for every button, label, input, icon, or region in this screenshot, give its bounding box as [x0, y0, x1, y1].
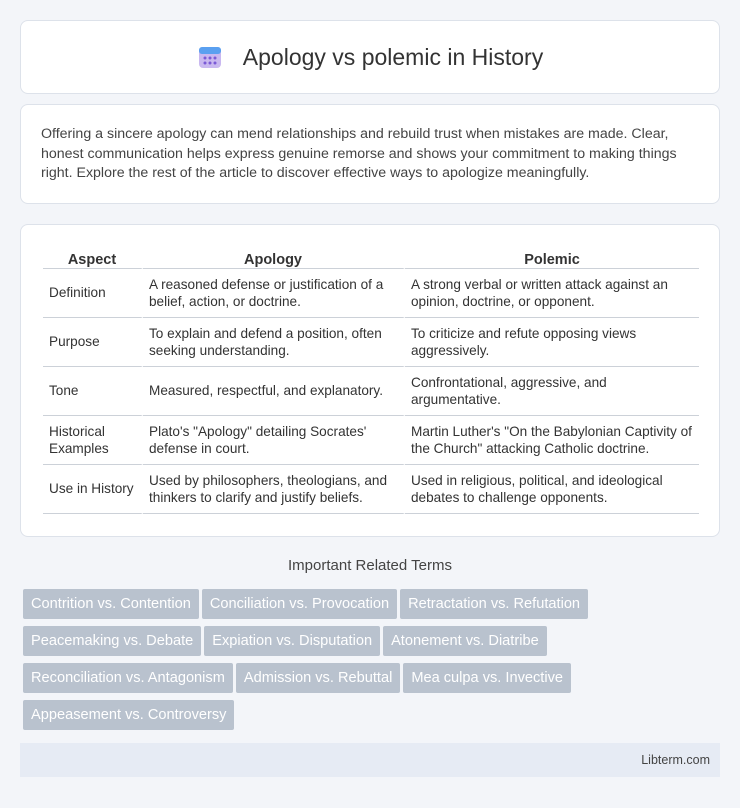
- table-row: [43, 367, 699, 416]
- related-term-tag[interactable]: Reconciliation vs. Antagonism: [23, 663, 233, 693]
- related-term-tag[interactable]: Expiation vs. Disputation: [204, 626, 380, 656]
- table-cell-aspect: Historical Examples: [43, 416, 143, 465]
- related-term-tag[interactable]: Atonement vs. Diatribe: [383, 626, 547, 656]
- table-cell-apology: To explain and defend a position, often seeking understanding.: [143, 318, 405, 367]
- related-term-tag[interactable]: Admission vs. Rebuttal: [236, 663, 400, 693]
- intro-text: Offering a sincere apology can mend relationships and rebuild trust when mistakes are made. Clear, honest communication helps express genuine remorse and shows your commitment to making things right. Explore the rest of the article to discover effective ways to apologize meaningfully.: [41, 126, 677, 181]
- column-header-polemic: Polemic: [405, 245, 699, 269]
- header-card: [20, 20, 720, 94]
- comparison-table-card: [20, 224, 720, 537]
- table-cell-apology: Plato's "Apology" detailing Socrates' defense in court.: [143, 416, 405, 465]
- comparison-table: [43, 245, 699, 514]
- page-title: Apology vs polemic in History: [242, 43, 544, 70]
- table-cell-apology: A reasoned defense or justification of a belief, action, or doctrine.: [143, 269, 405, 318]
- table-header-row: [43, 245, 699, 269]
- table-cell-polemic: Martin Luther's "On the Babylonian Captivity of the Church" attacking Catholic doctrine.: [405, 416, 699, 465]
- table-row: [43, 465, 699, 514]
- related-term-tag[interactable]: Peacemaking vs. Debate: [23, 626, 201, 656]
- table-row: [43, 416, 699, 465]
- related-terms-heading: Important Related Terms: [288, 557, 452, 574]
- table-cell-aspect: Tone: [43, 367, 143, 416]
- table-row: [43, 269, 699, 318]
- column-header-apology: Apology: [143, 245, 405, 269]
- table-cell-polemic: To criticize and refute opposing views aggressively.: [405, 318, 699, 367]
- calendar-icon: [197, 44, 223, 70]
- table-row: [43, 318, 699, 367]
- related-term-tag[interactable]: Retractation vs. Refutation: [400, 589, 588, 619]
- related-terms-list: [23, 589, 723, 737]
- footer-site-link[interactable]: Libterm.com: [641, 753, 710, 767]
- related-term-tag[interactable]: Contrition vs. Contention: [23, 589, 199, 619]
- table-cell-aspect: Definition: [43, 269, 143, 318]
- table-cell-polemic: Used in religious, political, and ideological debates to challenge opponents.: [405, 465, 699, 514]
- related-term-tag[interactable]: Mea culpa vs. Invective: [403, 663, 571, 693]
- table-cell-aspect: Use in History: [43, 465, 143, 514]
- related-term-tag[interactable]: Conciliation vs. Provocation: [202, 589, 397, 619]
- table-cell-apology: Used by philosophers, theologians, and thinkers to clarify and justify beliefs.: [143, 465, 405, 514]
- table-cell-apology: Measured, respectful, and explanatory.: [143, 367, 405, 416]
- footer: [20, 743, 720, 777]
- intro-card: [20, 104, 720, 204]
- table-cell-polemic: A strong verbal or written attack against an opinion, doctrine, or opponent.: [405, 269, 699, 318]
- table-cell-aspect: Purpose: [43, 318, 143, 367]
- table-cell-polemic: Confrontational, aggressive, and argumentative.: [405, 367, 699, 416]
- column-header-aspect: Aspect: [43, 245, 143, 269]
- related-term-tag[interactable]: Appeasement vs. Controversy: [23, 700, 234, 730]
